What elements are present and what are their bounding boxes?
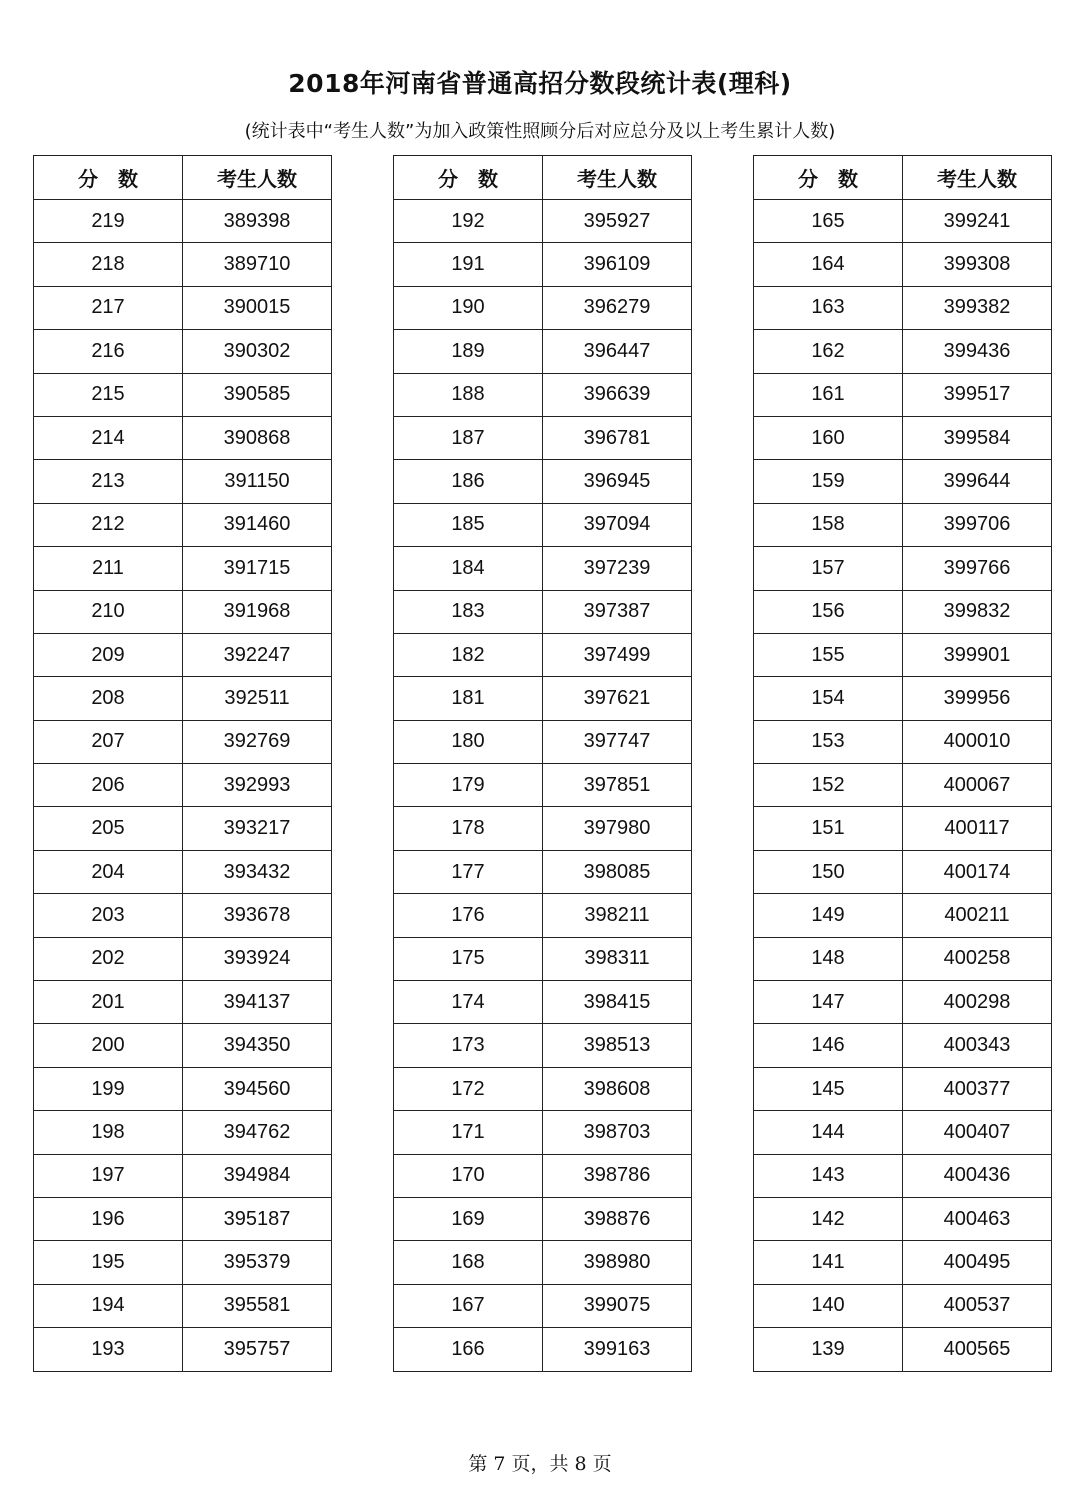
table-row <box>754 1328 1052 1371</box>
table-row <box>394 460 692 503</box>
score-cell: 152 <box>754 764 903 807</box>
count-cell: 398311 <box>543 937 692 980</box>
count-cell: 391968 <box>183 590 332 633</box>
count-cell: 399706 <box>903 503 1052 546</box>
count-cell: 397094 <box>543 503 692 546</box>
table-row <box>394 373 692 416</box>
table-row <box>34 373 332 416</box>
score-cell: 180 <box>394 720 543 763</box>
score-cell: 212 <box>34 503 183 546</box>
score-cell: 194 <box>34 1284 183 1327</box>
score-cell: 207 <box>34 720 183 763</box>
count-header: 考生人数 <box>183 156 332 200</box>
score-cell: 186 <box>394 460 543 503</box>
score-cell: 151 <box>754 807 903 850</box>
table-row <box>394 633 692 676</box>
count-cell: 395187 <box>183 1197 332 1240</box>
table-row <box>754 764 1052 807</box>
score-cell: 179 <box>394 764 543 807</box>
table-row <box>754 286 1052 329</box>
table-row <box>754 981 1052 1024</box>
score-table-2 <box>393 155 692 1372</box>
table-row <box>394 1111 692 1154</box>
count-cell: 394350 <box>183 1024 332 1067</box>
table-row <box>394 1197 692 1240</box>
count-header: 考生人数 <box>543 156 692 200</box>
count-cell: 400463 <box>903 1197 1052 1240</box>
count-cell: 396639 <box>543 373 692 416</box>
count-cell: 399163 <box>543 1328 692 1371</box>
table-row <box>754 937 1052 980</box>
count-cell: 400407 <box>903 1111 1052 1154</box>
count-cell: 396945 <box>543 460 692 503</box>
score-header: 分 数 <box>394 156 543 200</box>
count-cell: 397980 <box>543 807 692 850</box>
table-row <box>394 1154 692 1197</box>
score-cell: 197 <box>34 1154 183 1197</box>
table-row <box>34 330 332 373</box>
count-cell: 400117 <box>903 807 1052 850</box>
count-cell: 395581 <box>183 1284 332 1327</box>
count-cell: 400343 <box>903 1024 1052 1067</box>
count-cell: 395379 <box>183 1241 332 1284</box>
count-cell: 395757 <box>183 1328 332 1371</box>
table-row <box>34 1154 332 1197</box>
count-cell: 399584 <box>903 416 1052 459</box>
count-cell: 398513 <box>543 1024 692 1067</box>
score-cell: 142 <box>754 1197 903 1240</box>
score-cell: 149 <box>754 894 903 937</box>
table-row <box>394 807 692 850</box>
score-cell: 213 <box>34 460 183 503</box>
count-cell: 396781 <box>543 416 692 459</box>
table-row <box>34 1024 332 1067</box>
table-row <box>34 1241 332 1284</box>
count-cell: 393217 <box>183 807 332 850</box>
count-cell: 394984 <box>183 1154 332 1197</box>
score-header: 分 数 <box>34 156 183 200</box>
count-cell: 390868 <box>183 416 332 459</box>
count-cell: 398980 <box>543 1241 692 1284</box>
score-cell: 168 <box>394 1241 543 1284</box>
score-cell: 158 <box>754 503 903 546</box>
table-row <box>34 286 332 329</box>
score-cell: 187 <box>394 416 543 459</box>
score-cell: 155 <box>754 633 903 676</box>
table-row <box>394 677 692 720</box>
score-cell: 215 <box>34 373 183 416</box>
score-cell: 196 <box>34 1197 183 1240</box>
count-cell: 395927 <box>543 200 692 243</box>
count-cell: 393924 <box>183 937 332 980</box>
score-cell: 217 <box>34 286 183 329</box>
table-row <box>394 1024 692 1067</box>
score-cell: 181 <box>394 677 543 720</box>
count-cell: 392993 <box>183 764 332 807</box>
score-cell: 165 <box>754 200 903 243</box>
table-row <box>754 1284 1052 1327</box>
table-row <box>34 1067 332 1110</box>
score-cell: 162 <box>754 330 903 373</box>
score-cell: 185 <box>394 503 543 546</box>
count-cell: 396447 <box>543 330 692 373</box>
count-cell: 399766 <box>903 547 1052 590</box>
table-row <box>34 894 332 937</box>
table-row <box>394 503 692 546</box>
table-row <box>34 633 332 676</box>
table-row <box>34 937 332 980</box>
count-cell: 399517 <box>903 373 1052 416</box>
score-cell: 141 <box>754 1241 903 1284</box>
table-header-row <box>394 156 692 200</box>
count-cell: 393678 <box>183 894 332 937</box>
score-cell: 170 <box>394 1154 543 1197</box>
table-row <box>34 503 332 546</box>
score-cell: 184 <box>394 547 543 590</box>
count-cell: 394762 <box>183 1111 332 1154</box>
count-cell: 400565 <box>903 1328 1052 1371</box>
count-cell: 400298 <box>903 981 1052 1024</box>
count-cell: 399436 <box>903 330 1052 373</box>
table-row <box>754 503 1052 546</box>
table-row <box>34 243 332 286</box>
table-row <box>394 547 692 590</box>
count-cell: 399382 <box>903 286 1052 329</box>
table-row <box>34 1328 332 1371</box>
table-row <box>754 1154 1052 1197</box>
table-body <box>754 200 1052 1372</box>
count-cell: 392769 <box>183 720 332 763</box>
table-row <box>34 981 332 1024</box>
score-cell: 139 <box>754 1328 903 1371</box>
table-row <box>754 1024 1052 1067</box>
table-row <box>394 286 692 329</box>
table-row <box>34 590 332 633</box>
score-cell: 143 <box>754 1154 903 1197</box>
count-cell: 399956 <box>903 677 1052 720</box>
count-cell: 392247 <box>183 633 332 676</box>
count-cell: 399308 <box>903 243 1052 286</box>
score-cell: 200 <box>34 1024 183 1067</box>
page-subtitle: (统计表中“考生人数”为加入政策性照顾分后对应总分及以上考生累计人数) <box>244 121 836 142</box>
count-cell: 400258 <box>903 937 1052 980</box>
score-cell: 144 <box>754 1111 903 1154</box>
count-cell: 400495 <box>903 1241 1052 1284</box>
table-row <box>394 720 692 763</box>
score-cell: 169 <box>394 1197 543 1240</box>
count-cell: 399901 <box>903 633 1052 676</box>
table-row <box>394 894 692 937</box>
table-row <box>34 1111 332 1154</box>
count-cell: 399832 <box>903 590 1052 633</box>
table-row <box>754 547 1052 590</box>
score-cell: 140 <box>754 1284 903 1327</box>
table-header-row <box>34 156 332 200</box>
table-header-row <box>754 156 1052 200</box>
page-footer: 第 7 页，共 8 页 <box>468 1453 612 1475</box>
score-cell: 148 <box>754 937 903 980</box>
score-cell: 173 <box>394 1024 543 1067</box>
count-cell: 394560 <box>183 1067 332 1110</box>
count-cell: 398786 <box>543 1154 692 1197</box>
score-cell: 218 <box>34 243 183 286</box>
count-cell: 400537 <box>903 1284 1052 1327</box>
score-cell: 161 <box>754 373 903 416</box>
table-row <box>394 330 692 373</box>
page-title: 2018年河南省普通高招分数段统计表(理科) <box>288 69 792 98</box>
score-cell: 216 <box>34 330 183 373</box>
score-header: 分 数 <box>754 156 903 200</box>
count-cell: 389710 <box>183 243 332 286</box>
score-cell: 182 <box>394 633 543 676</box>
count-cell: 398211 <box>543 894 692 937</box>
table-row <box>394 1284 692 1327</box>
score-cell: 176 <box>394 894 543 937</box>
table-row <box>754 330 1052 373</box>
table-row <box>34 200 332 243</box>
table-row <box>754 460 1052 503</box>
count-cell: 400067 <box>903 764 1052 807</box>
table-row <box>754 894 1052 937</box>
count-cell: 397239 <box>543 547 692 590</box>
score-cell: 210 <box>34 590 183 633</box>
count-cell: 399241 <box>903 200 1052 243</box>
score-cell: 190 <box>394 286 543 329</box>
table-row <box>34 1197 332 1240</box>
score-cell: 203 <box>34 894 183 937</box>
table-row <box>754 1111 1052 1154</box>
table-row <box>394 243 692 286</box>
table-row <box>754 590 1052 633</box>
score-cell: 177 <box>394 850 543 893</box>
score-cell: 163 <box>754 286 903 329</box>
table-row <box>34 720 332 763</box>
score-cell: 199 <box>34 1067 183 1110</box>
score-cell: 211 <box>34 547 183 590</box>
score-cell: 188 <box>394 373 543 416</box>
score-cell: 167 <box>394 1284 543 1327</box>
count-cell: 398876 <box>543 1197 692 1240</box>
score-cell: 189 <box>394 330 543 373</box>
score-cell: 205 <box>34 807 183 850</box>
count-cell: 392511 <box>183 677 332 720</box>
count-header: 考生人数 <box>903 156 1052 200</box>
table-row <box>394 200 692 243</box>
count-cell: 397499 <box>543 633 692 676</box>
table-row <box>34 677 332 720</box>
score-cell: 209 <box>34 633 183 676</box>
count-cell: 398703 <box>543 1111 692 1154</box>
count-cell: 400211 <box>903 894 1052 937</box>
table-row <box>394 590 692 633</box>
table-row <box>394 1241 692 1284</box>
table-row <box>34 547 332 590</box>
count-cell: 394137 <box>183 981 332 1024</box>
table-row <box>754 1067 1052 1110</box>
table-row <box>34 764 332 807</box>
count-cell: 389398 <box>183 200 332 243</box>
count-cell: 399644 <box>903 460 1052 503</box>
count-cell: 399075 <box>543 1284 692 1327</box>
score-cell: 193 <box>34 1328 183 1371</box>
count-cell: 397387 <box>543 590 692 633</box>
table-row <box>394 764 692 807</box>
table-row <box>754 200 1052 243</box>
score-cell: 171 <box>394 1111 543 1154</box>
count-cell: 400010 <box>903 720 1052 763</box>
table-row <box>754 373 1052 416</box>
table-row <box>394 1067 692 1110</box>
count-cell: 391150 <box>183 460 332 503</box>
score-cell: 166 <box>394 1328 543 1371</box>
table-row <box>394 416 692 459</box>
table-row <box>754 1241 1052 1284</box>
count-cell: 398608 <box>543 1067 692 1110</box>
table-row <box>394 937 692 980</box>
count-cell: 396279 <box>543 286 692 329</box>
score-cell: 219 <box>34 200 183 243</box>
score-cell: 175 <box>394 937 543 980</box>
count-cell: 397747 <box>543 720 692 763</box>
score-cell: 147 <box>754 981 903 1024</box>
score-cell: 174 <box>394 981 543 1024</box>
table-row <box>34 416 332 459</box>
score-cell: 160 <box>754 416 903 459</box>
count-cell: 391460 <box>183 503 332 546</box>
table-row <box>394 1328 692 1371</box>
table-row <box>754 416 1052 459</box>
score-cell: 191 <box>394 243 543 286</box>
score-cell: 208 <box>34 677 183 720</box>
score-cell: 172 <box>394 1067 543 1110</box>
score-cell: 150 <box>754 850 903 893</box>
count-cell: 390585 <box>183 373 332 416</box>
score-cell: 145 <box>754 1067 903 1110</box>
score-cell: 214 <box>34 416 183 459</box>
count-cell: 390302 <box>183 330 332 373</box>
score-cell: 146 <box>754 1024 903 1067</box>
count-cell: 397621 <box>543 677 692 720</box>
count-cell: 398085 <box>543 850 692 893</box>
count-cell: 400174 <box>903 850 1052 893</box>
score-cell: 204 <box>34 850 183 893</box>
score-cell: 198 <box>34 1111 183 1154</box>
table-body <box>34 200 332 1372</box>
table-row <box>34 460 332 503</box>
table-row <box>394 850 692 893</box>
score-table-1 <box>33 155 332 1372</box>
score-cell: 164 <box>754 243 903 286</box>
score-cell: 183 <box>394 590 543 633</box>
table-row <box>34 850 332 893</box>
table-row <box>754 807 1052 850</box>
count-cell: 397851 <box>543 764 692 807</box>
table-row <box>34 807 332 850</box>
table-row <box>754 850 1052 893</box>
count-cell: 400377 <box>903 1067 1052 1110</box>
score-cell: 202 <box>34 937 183 980</box>
score-table-3 <box>753 155 1052 1372</box>
score-cell: 159 <box>754 460 903 503</box>
score-cell: 206 <box>34 764 183 807</box>
table-row <box>754 243 1052 286</box>
score-cell: 154 <box>754 677 903 720</box>
table-row <box>394 981 692 1024</box>
score-cell: 153 <box>754 720 903 763</box>
table-body <box>394 200 692 1372</box>
table-row <box>34 1284 332 1327</box>
table-row <box>754 1197 1052 1240</box>
count-cell: 391715 <box>183 547 332 590</box>
table-row <box>754 677 1052 720</box>
score-cell: 156 <box>754 590 903 633</box>
count-cell: 396109 <box>543 243 692 286</box>
score-cell: 178 <box>394 807 543 850</box>
count-cell: 398415 <box>543 981 692 1024</box>
count-cell: 393432 <box>183 850 332 893</box>
table-row <box>754 633 1052 676</box>
score-cell: 157 <box>754 547 903 590</box>
count-cell: 390015 <box>183 286 332 329</box>
score-cell: 201 <box>34 981 183 1024</box>
score-cell: 195 <box>34 1241 183 1284</box>
table-row <box>754 720 1052 763</box>
count-cell: 400436 <box>903 1154 1052 1197</box>
score-cell: 192 <box>394 200 543 243</box>
